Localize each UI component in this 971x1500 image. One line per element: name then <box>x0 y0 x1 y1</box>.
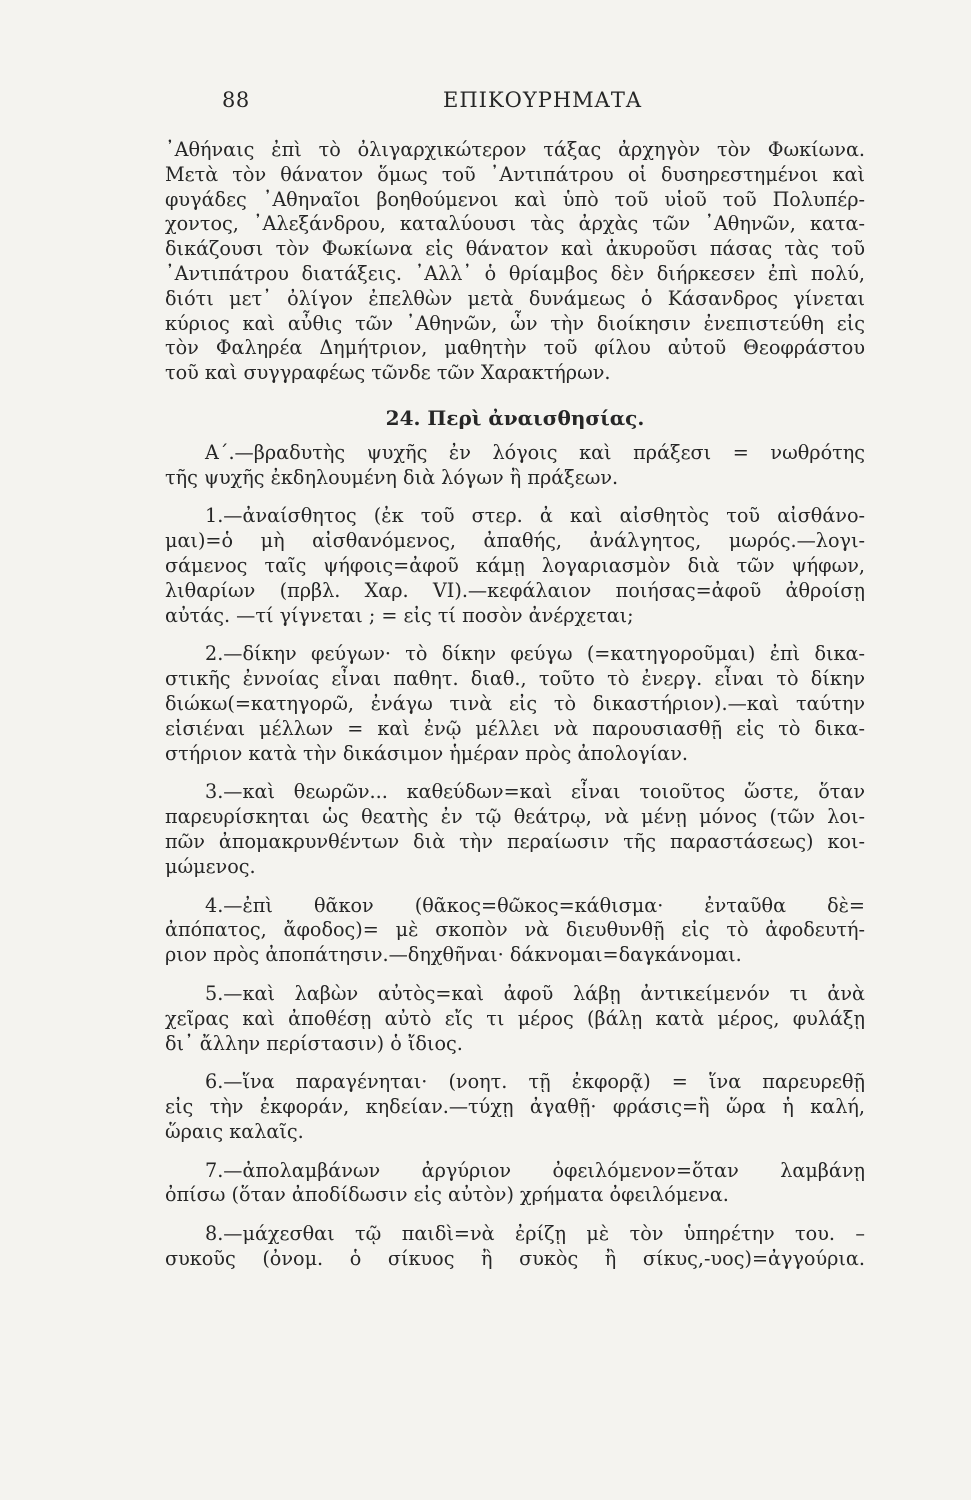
note-5 <box>165 982 865 1056</box>
intro-paragraph <box>165 138 865 386</box>
page-header <box>222 88 642 112</box>
text-line: αὐτάς. —τί γίγνεται ; = εἰς τί ποσὸν ἀνέρχεται; <box>165 603 634 627</box>
note-6 <box>165 1070 865 1144</box>
text-line: 1.—ἀναίσθητος (ἐκ τοῦ στερ. ἀ καὶ αἰσθητὸς τοῦ αἰσθάνο- <box>205 504 865 528</box>
text-line: 6.—ἵνα παραγένηται· (νοητ. τῇ ἐκφορᾷ) = ἵνα παρευρεθῇ <box>205 1070 865 1094</box>
section-heading: 24. Περὶ ἀναισθησίας. <box>385 405 645 430</box>
note-3 <box>165 780 865 879</box>
text-line: 5.—καὶ λαβὼν αὐτὸς=καὶ ἀφοῦ λάβῃ ἀντικείμενόν τι ἀνὰ <box>205 981 865 1005</box>
running-title: ΕΠΙΚΟΥΡΗΜΑΤΑ <box>443 88 642 112</box>
text-line: Μετὰ τὸν θάνατον ὅμως τοῦ ᾿Αντιπάτρου οἱ δυσηρεστημένοι καὶ <box>165 162 865 186</box>
note-2 <box>165 642 865 766</box>
text-line: συκοῦς (ὀνομ. ὁ σίκυος ἢ συκὸς ἢ σίκυς,-υος)=ἀγγούρια. <box>165 1247 865 1271</box>
text-line: εἰς τὴν ἐκφοράν, κηδείαν.—τύχῃ ἀγαθῇ· φράσις=ἣ ὥρα ἡ καλή, <box>165 1095 865 1119</box>
note-8 <box>165 1222 865 1272</box>
text-line: 2.—δίκην φεύγων· τὸ δίκην φεύγω (=κατηγοροῦμαι) ἐπὶ δικα- <box>205 642 865 666</box>
note-1 <box>165 504 865 628</box>
text-line: ἀπόπατος, ἄφοδος)= μὲ σκοπὸν νὰ διευθυνθῇ εἰς τὸ ἀφοδευτή- <box>165 918 865 942</box>
page-number: 88 <box>222 88 250 112</box>
text-line: ριον πρὸς ἀποπάτησιν.—δηχθῆναι· δάκνομαι=δαγκάνομαι. <box>165 943 742 967</box>
text-line: διώκω(=κατηγορῶ, ἐνάγω τινὰ εἰς τὸ δικαστήριον).—καὶ ταύτην <box>165 691 865 715</box>
text-line: τῆς ψυχῆς ἐκδηλουμένη διὰ λόγων ἢ πράξεων. <box>165 465 619 489</box>
text-line: ᾿Αντιπάτρου διατάξεις. ᾿Αλλ᾿ ὁ θρίαμβος δὲν διήρκεσεν ἐπὶ πολύ, <box>165 261 865 285</box>
text-line: στήριον κατὰ τὴν δικάσιμον ἡμέραν πρὸς ἀπολογίαν. <box>165 741 688 765</box>
text-line: παρευρίσκηται ὡς θεατὴς ἐν τῷ θεάτρῳ, νὰ μένῃ μόνος (τῶν λοι- <box>165 805 865 829</box>
text-line: χοντος, ᾿Αλεξάνδρου, καταλύουσι τὰς ἀρχὰς τῶν ᾿Αθηνῶν, κατα- <box>165 212 865 236</box>
text-line: στικῆς ἐννοίας εἶναι παθητ. διαθ., τοῦτο τὸ ἐνεργ. εἶναι τὸ δίκην <box>165 667 865 691</box>
page-text <box>165 138 865 1272</box>
note-4 <box>165 894 865 968</box>
text-line: σάμενος ταῖς ψήφοις=ἀφοῦ κάμῃ λογαριασμὸν διὰ τῶν ψήφων, <box>165 553 865 577</box>
text-line: 8.—μάχεσθαι τῷ παιδὶ=νὰ ἐρίζῃ μὲ τὸν ὑπηρέτην του. – <box>205 1222 865 1246</box>
text-line: κύριος καὶ αὖθις τῶν ᾿Αθηνῶν, ὧν τὴν διοίκησιν ἐνεπιστεύθη εἰς <box>165 311 865 335</box>
text-line: χεῖρας καὶ ἀποθέσῃ αὐτὸ εἴς τι μέρος (βάλῃ κατὰ μέρος, φυλάξῃ <box>165 1006 865 1030</box>
text-line: δι᾿ ἄλλην περίστασιν) ὁ ἴδιος. <box>165 1031 463 1055</box>
text-line: πῶν ἀπομακρυνθέντων διὰ τὴν περαίωσιν τῆς παραστάσεως) κοι- <box>165 829 865 853</box>
text-line: Α΄.—βραδυτὴς ψυχῆς ἐν λόγοις καὶ πράξεσι = νωθρότης <box>205 440 865 464</box>
text-line: 3.—καὶ θεωρῶν... καθεύδων=καὶ εἶναι τοιοῦτος ὥστε, ὅταν <box>205 780 865 804</box>
text-line: τὸν Φαληρέα Δημήτριον, μαθητὴν τοῦ φίλου αὐτοῦ Θεοφράστου <box>165 336 865 360</box>
text-line: ὥραις καλαῖς. <box>165 1119 304 1143</box>
text-line: εἰσιέναι μέλλων = καὶ ἐνῷ μέλλει νὰ παρουσιασθῇ εἰς τὸ δικα- <box>165 716 865 740</box>
text-line: μαι)=ὁ μὴ αἰσθανόμενος, ἀπαθής, ἀνάλγητος, μωρός.—λογι- <box>165 529 865 553</box>
text-line: φυγάδες ᾿Αθηναῖοι βοηθούμενοι καὶ ὑπὸ τοῦ υἱοῦ τοῦ Πολυπέρ- <box>165 187 865 211</box>
text-line: δικάζουσι τὸν Φωκίωνα εἰς θάνατον καὶ ἀκυροῦσι πάσας τὰς τοῦ <box>165 237 865 261</box>
text-line: ᾿Αθήναις ἐπὶ τὸ ὀλιγαρχικώτερον τάξας ἀρχηγὸν τὸν Φωκίωνα. <box>165 138 865 161</box>
note-7 <box>165 1159 865 1209</box>
text-line: ὀπίσω (ὅταν ἀποδίδωσιν εἰς αὐτὸν) χρήματα ὀφειλόμενα. <box>165 1183 729 1207</box>
text-line: λιθαρίων (πρβλ. Χαρ. VI).—κεφάλαιον ποιήσας=ἀφοῦ ἀθροίσῃ <box>165 578 865 602</box>
text-line: 4.—ἐπὶ θᾶκον (θᾶκος=θῶκος=κάθισμα· ἐνταῦθα δὲ= <box>205 893 865 917</box>
text-line: τοῦ καὶ συγγραφέως τῶνδε τῶν Χαρακτήρων. <box>165 361 611 385</box>
note-a <box>165 441 865 491</box>
text-line: διότι μετ᾿ ὀλίγον ἐπελθὼν μετὰ δυνάμεως ὁ Κάσανδρος γίνεται <box>165 286 865 310</box>
text-line: μώμενος. <box>165 854 256 878</box>
text-line: 7.—ἀπολαμβάνων ἀργύριον ὀφειλόμενον=ὅταν λαμβάνῃ <box>205 1158 865 1182</box>
